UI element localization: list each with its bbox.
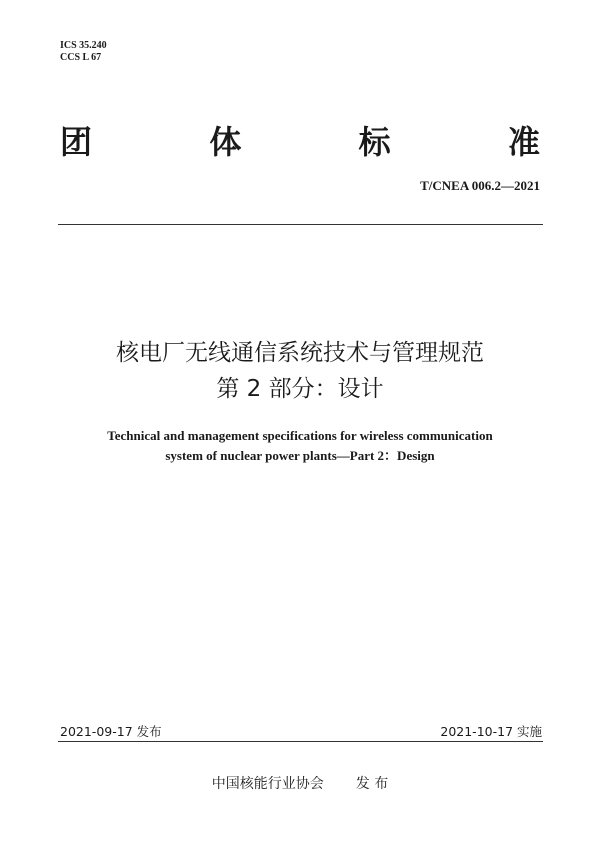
standard-kind-char: 体 <box>209 123 242 161</box>
english-title-line-2: system of nuclear power plants—Part 2：Design <box>165 448 435 463</box>
chinese-title-line-1: 核电厂无线通信系统技术与管理规范 <box>116 340 484 366</box>
publisher-name: 中国核能行业协会 <box>211 776 324 792</box>
classification-codes <box>60 40 107 64</box>
standard-kind-heading <box>60 122 540 162</box>
standard-kind-char: 准 <box>507 123 540 161</box>
implementation-date: 2021-10-17 实施 <box>440 724 542 739</box>
ics-code: ICS 35.240 <box>60 40 107 51</box>
issue-date: 2021-09-17 发布 <box>60 724 162 739</box>
standard-number: T/CNEA 006.2—2021 <box>420 178 540 193</box>
standard-kind-char: 标 <box>358 123 391 161</box>
chinese-title <box>0 335 600 407</box>
ccs-code: CCS L 67 <box>60 52 102 63</box>
english-title-line-1: Technical and management specifications for wireless communication <box>107 428 493 443</box>
header-divider <box>58 224 543 225</box>
standard-kind-char: 团 <box>60 123 93 161</box>
english-title <box>0 426 600 466</box>
publisher-line <box>0 773 600 793</box>
footer-divider <box>58 741 543 742</box>
chinese-title-line-2: 第 2 部分：设计 <box>216 376 384 402</box>
publisher-action: 发 布 <box>355 776 389 792</box>
